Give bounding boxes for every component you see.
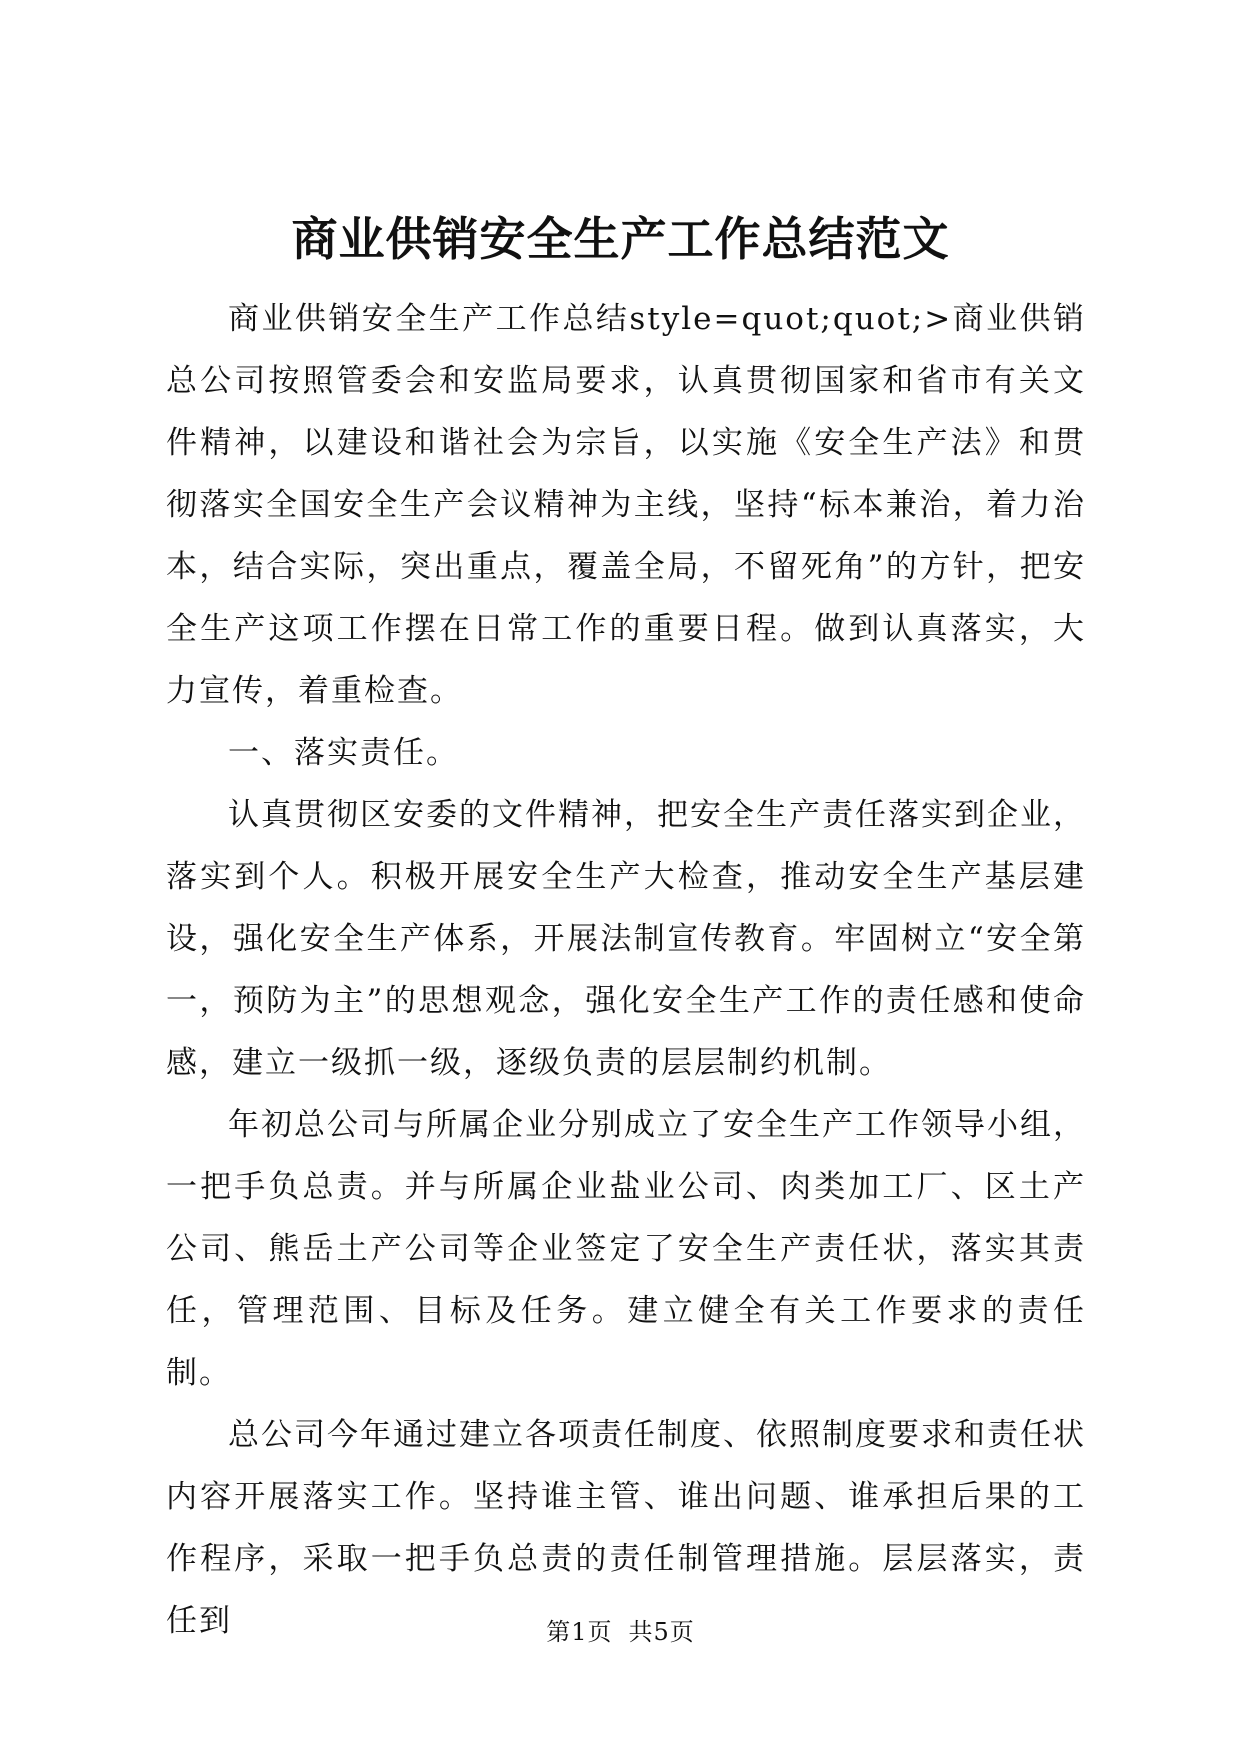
page-total: 共5页	[628, 1618, 695, 1646]
paragraph-responsibility: 认真贯彻区安委的文件精神，把安全生产责任落实到企业，落实到个人。积极开展安全生产大检查，推动安全生产基层建设，强化安全生产体系，开展法制宣传教育。牢固树立“安全第一，预防为主”的思想观念，强化安全生产工作的责任感和使命感，建立一级抓一级，逐级负责的层层制约机制。	[166, 797, 1086, 1081]
paragraph-intro: 商业供销安全生产工作总结style=quot;quot;>商业供销总公司按照管委会和安监局要求，认真贯彻国家和省市有关文件精神，以建设和谐社会为宗旨，以实施《安全生产法》和贯彻落实全国安全生产会议精神为主线，坚持“标本兼治，着力治本，结合实际，突出重点，覆盖全局，不留死角”的方针，把安全生产这项工作摆在日常工作的重要日程。做到认真落实，大力宣传，着重检查。	[166, 301, 1086, 709]
document-title: 商业供销安全生产工作总结范文	[291, 212, 950, 266]
page-number: 第1页	[546, 1618, 613, 1646]
document-body	[166, 288, 1086, 1652]
paragraph-leadership-group: 年初总公司与所属企业分别成立了安全生产工作领导小组，一把手负总责。并与所属企业盐业公司、肉类加工厂、区土产公司、熊岳土产公司等企业签定了安全生产责任状，落实其责任，管理范围、目标及任务。建立健全有关工作要求的责任制。	[166, 1107, 1086, 1391]
page-footer	[0, 1612, 1241, 1647]
paragraph-responsibility-system: 总公司今年通过建立各项责任制度、依照制度要求和责任状内容开展落实工作。坚持谁主管、谁出问题、谁承担后果的工作程序，采取一把手负总责的责任制管理措施。层层落实，责任到	[166, 1417, 1086, 1639]
section-heading-responsibility: 一、落实责任。	[228, 735, 459, 771]
